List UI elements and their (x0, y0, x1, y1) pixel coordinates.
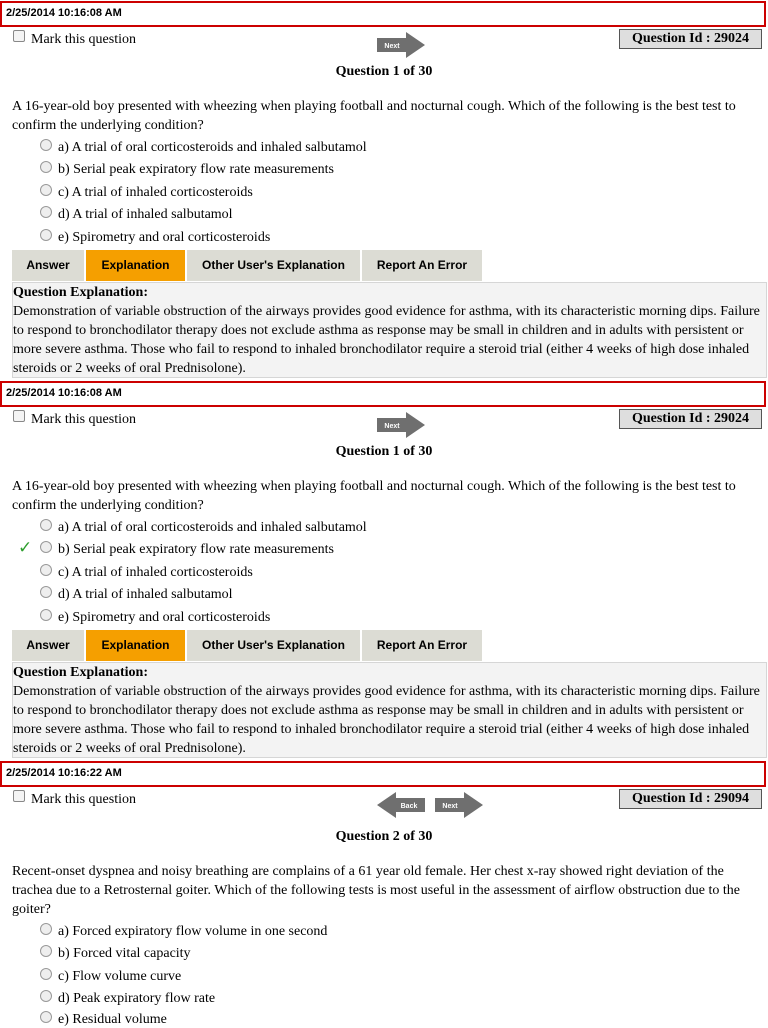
mark-checkbox[interactable] (13, 30, 25, 42)
mark-checkbox[interactable] (13, 790, 25, 802)
option-radio[interactable] (40, 586, 52, 598)
option-label: e) Spirometry and oral corticosteroids (58, 230, 271, 245)
mark-question[interactable] (13, 790, 136, 808)
next-button[interactable] (434, 791, 484, 819)
option-label: d) A trial of inhaled salbutamol (58, 587, 233, 602)
option-label: c) A trial of inhaled corticosteroids (58, 185, 253, 200)
option-label: d) A trial of inhaled salbutamol (58, 207, 233, 222)
option-label: c) Flow volume curve (58, 969, 182, 984)
correct-check-icon: ✓ (18, 538, 33, 558)
option-label: b) Forced vital capacity (58, 946, 191, 961)
option-radio[interactable] (40, 519, 52, 531)
mark-question[interactable] (13, 30, 136, 48)
option[interactable] (40, 519, 367, 536)
option[interactable] (40, 229, 270, 246)
next-button[interactable] (376, 411, 426, 439)
option[interactable] (40, 923, 327, 940)
option-radio[interactable] (40, 968, 52, 980)
next-button[interactable] (376, 31, 426, 59)
timestamp-bar (0, 381, 766, 407)
explanation-text: Demonstration of variable obstruction of the airways provides good evidence for asthma, with its characteristic morning dips. Failure to respond to bronchodilator therapy does not exclude asthma as response may be small in children and in adults with persistent or more severe asthma. Those who fail to respond to inhaled bronchodilator require a steroid trial (either 4 weeks of high dose inhaled steroids or 2 weeks of oral Prednisolone). (13, 684, 760, 756)
option[interactable] (40, 139, 367, 156)
option[interactable] (40, 564, 253, 581)
tab-answer[interactable]: Answer (12, 630, 84, 661)
option-radio[interactable] (40, 206, 52, 218)
next-label: Next (384, 423, 400, 430)
option[interactable] (40, 184, 253, 201)
option[interactable] (40, 1011, 167, 1028)
option-radio[interactable] (40, 923, 52, 935)
question-stem: Recent-onset dyspnea and noisy breathing are complains of a 61 year old female. Her chest x-ray showed right deviation of the trachea due to a Retrosternal goiter. Which of the following tests is most useful in the assessment of airflow obstruction due to the goiter? (12, 864, 740, 917)
mark-checkbox[interactable] (13, 410, 25, 422)
option[interactable] (40, 990, 215, 1007)
question-id: Question Id : 29094 (619, 789, 762, 809)
option-radio[interactable] (40, 161, 52, 173)
mark-label: Mark this question (31, 32, 136, 47)
option[interactable] (40, 586, 233, 603)
option-radio[interactable] (40, 945, 52, 957)
option-radio[interactable] (40, 541, 52, 553)
option[interactable] (40, 541, 334, 558)
timestamp: 2/25/2014 10:16:08 AM (6, 7, 122, 19)
option-radio[interactable] (40, 990, 52, 1002)
mark-label: Mark this question (31, 792, 136, 807)
option[interactable] (40, 609, 270, 626)
question-id: Question Id : 29024 (619, 29, 762, 49)
mark-label: Mark this question (31, 412, 136, 427)
tab-report-error[interactable]: Report An Error (362, 250, 482, 281)
option-radio[interactable] (40, 229, 52, 241)
option-label: b) Serial peak expiratory flow rate measurements (58, 162, 335, 177)
tab-report-error[interactable]: Report An Error (362, 630, 482, 661)
tab-explanation[interactable]: Explanation (86, 630, 185, 661)
option-radio[interactable] (40, 564, 52, 576)
option-label: a) Forced expiratory flow volume in one second (58, 924, 328, 939)
back-button[interactable] (376, 791, 426, 819)
timestamp: 2/25/2014 10:16:08 AM (6, 387, 122, 399)
explanation-heading: Question Explanation: (13, 665, 148, 680)
tab-answer[interactable]: Answer (12, 250, 84, 281)
option-label: e) Residual volume (58, 1012, 167, 1027)
tab-other-users-explanation[interactable]: Other User's Explanation (187, 250, 360, 281)
timestamp-bar (0, 1, 766, 27)
option-label: d) Peak expiratory flow rate (58, 991, 216, 1006)
option-label: b) Serial peak expiratory flow rate measurements (58, 542, 335, 557)
question-number: Question 2 of 30 (335, 829, 433, 844)
option-label: a) A trial of oral corticosteroids and inhaled salbutamol (58, 140, 367, 155)
option-label: e) Spirometry and oral corticosteroids (58, 610, 271, 625)
question-number: Question 1 of 30 (335, 64, 433, 79)
explanation-heading: Question Explanation: (13, 285, 148, 300)
question-stem: A 16-year-old boy presented with wheezing when playing football and nocturnal cough. Which of the following is the best test to confirm the underlying condition? (12, 99, 736, 133)
explanation-text: Demonstration of variable obstruction of the airways provides good evidence for asthma, with its characteristic morning dips. Failure to respond to bronchodilator therapy does not exclude asthma as response may be small in children and in adults with persistent or more severe asthma. Those who fail to respond to inhaled bronchodilator require a steroid trial (either 4 weeks of high dose inhaled steroids or 2 weeks of oral Prednisolone). (13, 304, 760, 376)
option[interactable] (40, 161, 334, 178)
option-label: c) A trial of inhaled corticosteroids (58, 565, 253, 580)
option[interactable] (40, 968, 181, 985)
question-stem: A 16-year-old boy presented with wheezing when playing football and nocturnal cough. Which of the following is the best test to confirm the underlying condition? (12, 479, 736, 513)
tab-explanation[interactable]: Explanation (86, 250, 185, 281)
option-radio[interactable] (40, 139, 52, 151)
tab-other-users-explanation[interactable]: Other User's Explanation (187, 630, 360, 661)
back-label: Back (400, 803, 418, 810)
next-label: Next (442, 803, 458, 810)
explanation-panel (12, 282, 767, 378)
timestamp-bar (0, 761, 766, 787)
next-label: Next (384, 43, 400, 50)
option-radio[interactable] (40, 609, 52, 621)
mark-question[interactable] (13, 410, 136, 428)
question-id: Question Id : 29024 (619, 409, 762, 429)
option-label: a) A trial of oral corticosteroids and inhaled salbutamol (58, 520, 367, 535)
explanation-panel (12, 662, 767, 758)
option[interactable] (40, 945, 191, 962)
timestamp: 2/25/2014 10:16:22 AM (6, 767, 122, 779)
option-radio[interactable] (40, 1011, 52, 1023)
question-number: Question 1 of 30 (335, 444, 433, 459)
option[interactable] (40, 206, 233, 223)
option-radio[interactable] (40, 184, 52, 196)
